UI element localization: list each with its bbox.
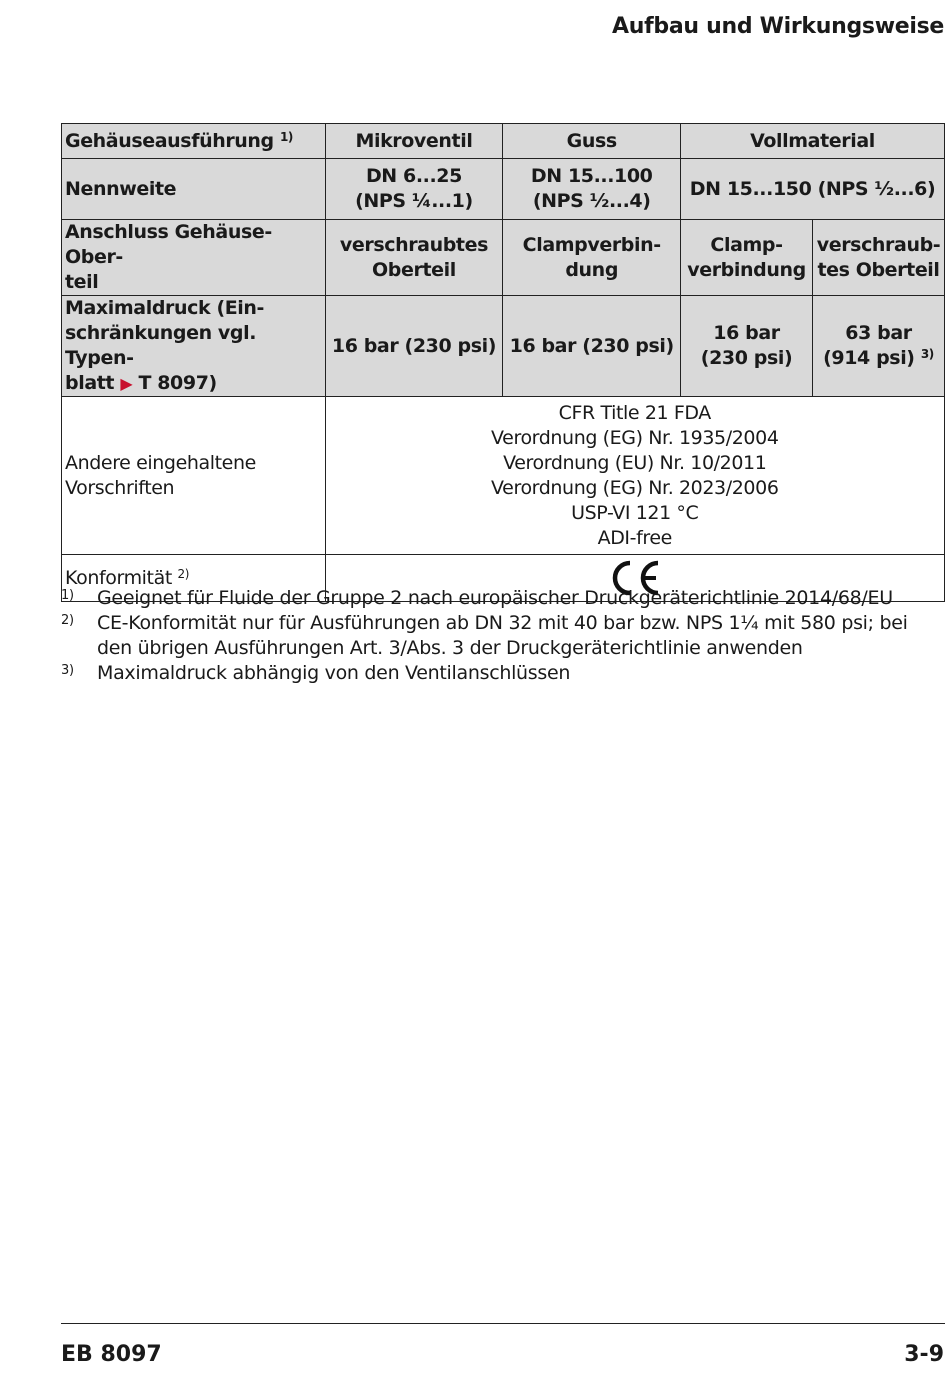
regulation-line: Verordnung (EG) Nr. 1935/2004 [491,426,779,449]
document-id: EB 8097 [61,1342,162,1367]
row-label-maximaldruck: Maximaldruck (Ein- schränkungen vgl. Typen- blatt ▶ T 8097) [62,296,326,397]
footnote-number: 1) [61,588,74,603]
footnote-ref: 1) [279,129,294,144]
footnote [61,661,941,686]
regulation-line: Verordnung (EU) Nr. 10/2011 [503,451,767,474]
regulation-line: ADI-free [597,526,672,549]
regulation-line: CFR Title 21 FDA [558,401,711,424]
footnote-text: Maximaldruck abhängig von den Ventilanschlüssen [97,662,571,684]
page-number: 3-9 [904,1342,944,1367]
cell-nennweite-voll: DN 15...150 (NPS ½...6) [681,159,945,220]
row-label-gehaeuseausfuehrung: Gehäuseausführung $^{1)}$ [62,124,326,159]
cell-anschluss-voll-clamp: Clamp- verbindung [681,220,813,296]
cell-anschluss-mikro: verschraubtes Oberteil [325,220,503,296]
cell-anschluss-voll-verschraubt: verschraub- tes Oberteil [812,220,944,296]
footnotes [61,586,941,686]
footnote [61,586,941,611]
table-row [62,296,945,397]
table-row [62,159,945,220]
footnote-ref: 2) [177,566,190,581]
table-row [62,124,945,159]
cell-druck-mikro: 16 bar (230 psi) [325,296,503,397]
header-guss: Guss [503,124,681,159]
table-row [62,397,945,555]
header-mikroventil: Mikroventil [325,124,503,159]
regulation-line: USP-VI 121 °C [571,501,699,524]
footer-divider [61,1323,945,1324]
specification-table [61,123,945,602]
row-label-vorschriften: Andere eingehaltene Vorschriften [62,397,326,555]
footnote-ref: 3) [920,347,934,361]
cell-druck-guss: 16 bar (230 psi) [503,296,681,397]
row-label-konformitaet: Konformität $^{2)}$ [62,555,326,602]
row-label-nennweite: Nennweite [62,159,326,220]
cell-nennweite-guss: DN 15...100 (NPS ½...4) [503,159,681,220]
footnote-text: Geeignet für Fluide der Gruppe 2 nach europäischer Druckgeräterichtlinie 2014/68/EU [97,587,893,609]
footnote-number: 2) [61,613,74,628]
footnote-text: CE-Konformität nur für Ausführungen ab DN 32 mit 40 bar bzw. NPS 1¼ mit 580 psi; bei den übrigen Ausführungen Art. 3/Abs. 3 der Druckgeräterichtlinie anwenden [97,612,908,659]
cell-vorschriften [325,397,944,555]
typenblatt-reference: T 8097) [138,372,217,394]
section-title: Aufbau und Wirkungsweise [612,14,944,39]
footnote [61,611,941,661]
red-arrow-icon: ▶ [120,374,133,393]
cell-nennweite-mikro: DN 6...25 (NPS ¼...1) [325,159,503,220]
cell-anschluss-guss: Clampverbin- dung [503,220,681,296]
row-label-anschluss: Anschluss Gehäuse-Ober- teil [62,220,326,296]
cell-druck-voll-verschraubt: 63 bar (914 psi) $^{3)}$ [812,296,944,397]
cell-druck-voll-clamp: 16 bar (230 psi) [681,296,813,397]
table-row [62,220,945,296]
regulation-line: Verordnung (EG) Nr. 2023/2006 [491,476,779,499]
header-vollmaterial: Vollmaterial [681,124,945,159]
footnote-number: 3) [61,663,74,678]
